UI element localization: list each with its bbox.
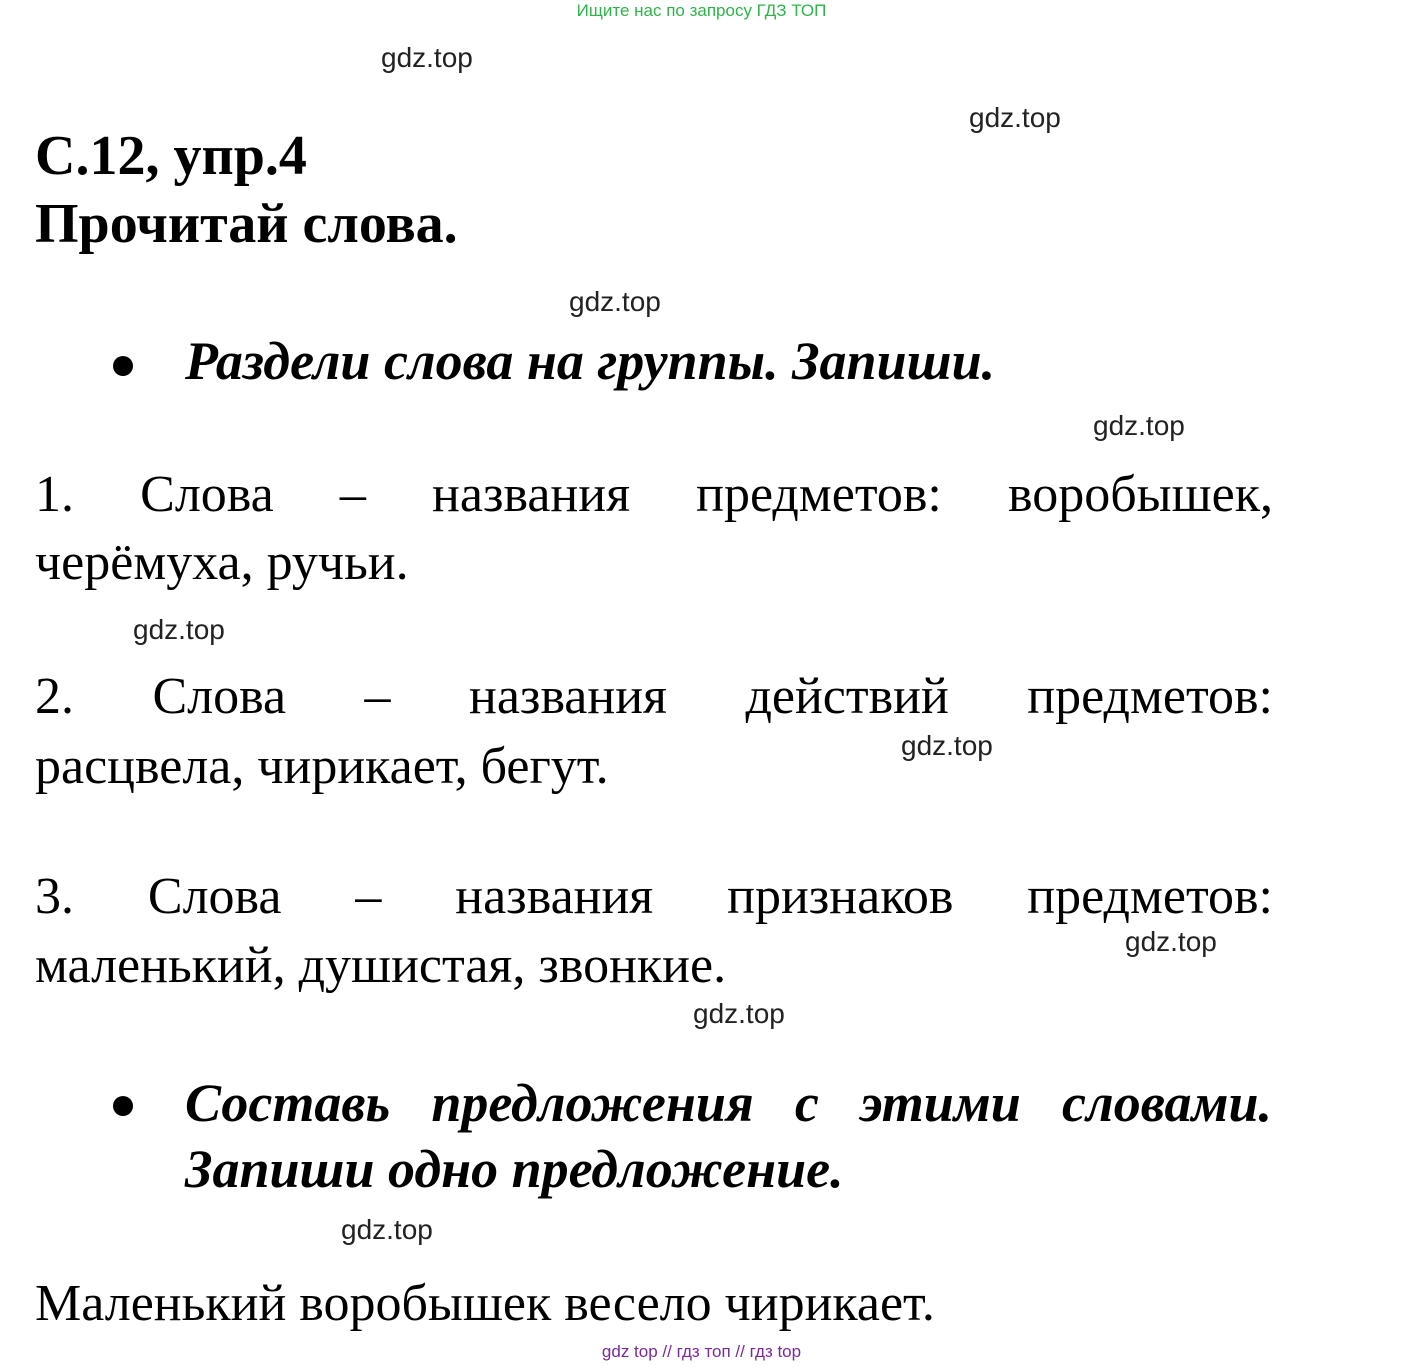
footer-links[interactable]: gdz top // гдз топ // гдз top — [601, 1342, 802, 1361]
search-banner[interactable]: Ищите нас по запросу ГДЗ ТОП — [576, 1, 827, 20]
watermark: gdz.top — [569, 286, 661, 317]
group-2-line-2: расцвела, чирикает, бегут. — [35, 738, 609, 795]
task-instruction-2-line-1: Составь предложения с этими словами. — [185, 1073, 1272, 1133]
answer-sentence: Маленький воробышек весело чирикает. — [35, 1275, 935, 1332]
watermark: gdz.top — [381, 42, 473, 73]
page-subtitle: Прочитай слова. — [35, 193, 458, 255]
task-instruction-1: Раздели слова на группы. Запиши. — [185, 331, 996, 391]
watermark: gdz.top — [133, 614, 225, 645]
watermark: gdz.top — [693, 998, 785, 1029]
group-1-line-1: 1. Слова – названия предметов: воробышек, — [35, 466, 1273, 523]
bullet-icon — [113, 1096, 133, 1116]
group-3-line-1: 3. Слова – названия признаков предметов: — [35, 868, 1273, 925]
group-2-line-1: 2. Слова – названия действий предметов: — [35, 668, 1273, 725]
group-1-line-2: черёмуха, ручьи. — [35, 534, 409, 591]
watermark: gdz.top — [341, 1214, 433, 1245]
page-title: С.12, упр.4 — [35, 125, 307, 187]
watermark: gdz.top — [969, 102, 1061, 133]
watermark: gdz.top — [1125, 926, 1217, 957]
bullet-icon — [113, 356, 133, 376]
task-instruction-2-line-2: Запиши одно предложение. — [185, 1139, 844, 1199]
group-3-line-2: маленький, душистая, звонкие. — [35, 937, 727, 994]
watermark: gdz.top — [901, 730, 993, 761]
watermark: gdz.top — [1093, 410, 1185, 441]
